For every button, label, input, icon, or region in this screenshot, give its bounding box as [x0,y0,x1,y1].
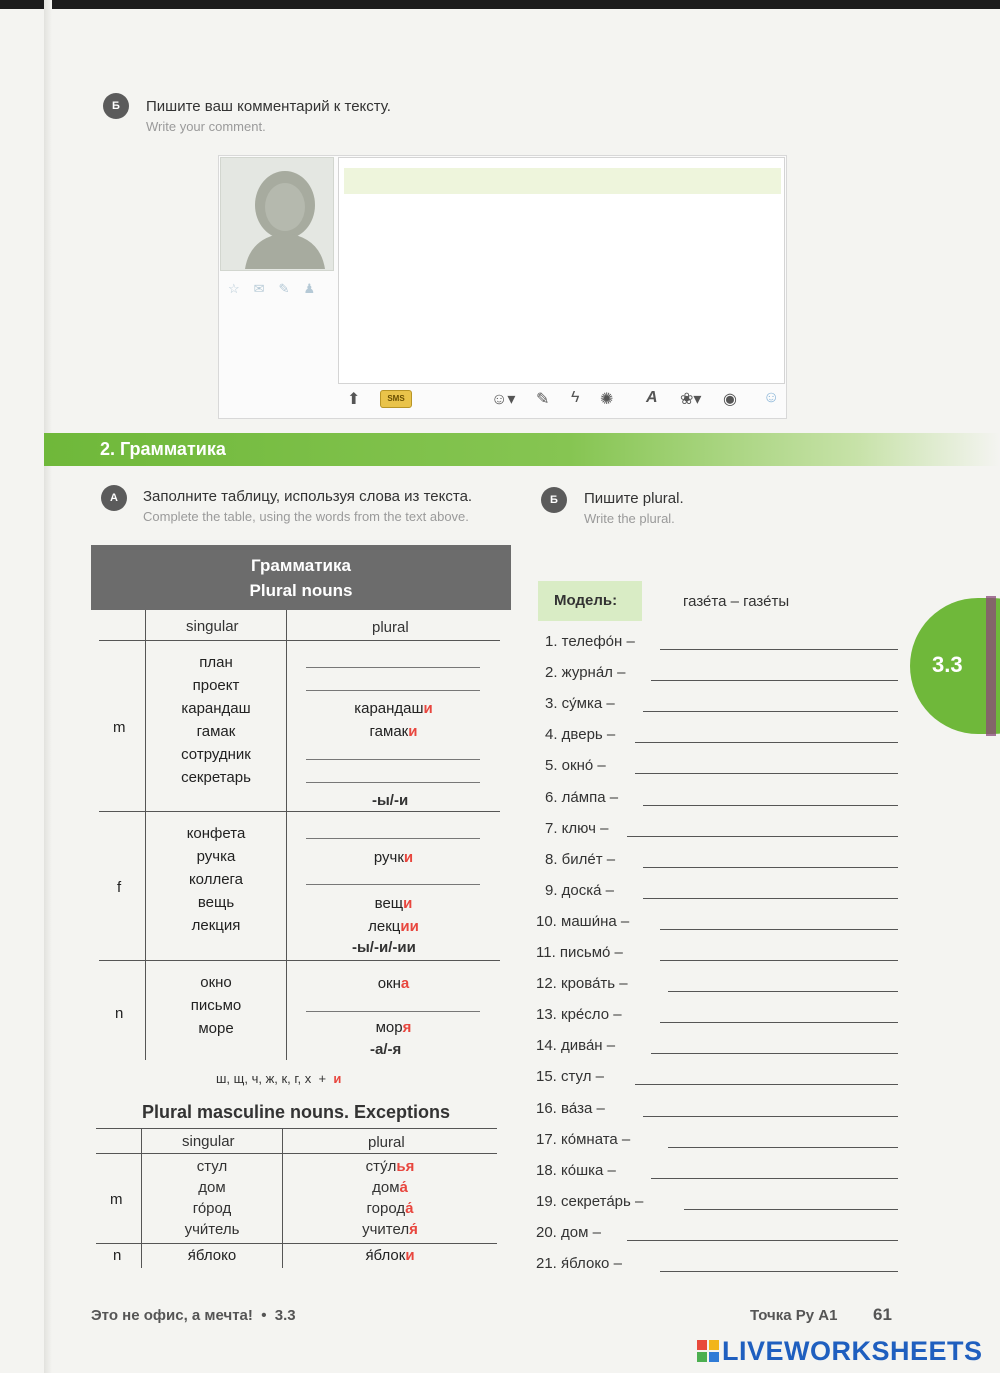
col-header-singular: singular [186,618,239,635]
exercise-answer-line[interactable] [627,1240,898,1241]
plural-veshch [287,892,500,915]
word-sotrudnik: сотрудник [181,746,251,763]
plural-stem: ручк [373,849,404,866]
plural-ending: и [423,700,433,717]
ending-m: -ы/-и [372,792,409,809]
exercise-answer-line[interactable] [660,1271,898,1272]
exceptions-title: Plural masculine nouns. Exceptions [141,1102,451,1122]
exercise-answer-line[interactable] [668,1147,898,1148]
exercise-item: 8. биле́т – [545,851,616,868]
table-divider [99,811,500,812]
rule-text: ш, щ, ч, ж, к, г, х + [216,1071,327,1086]
exercise-answer-line[interactable] [643,867,898,868]
table-divider [96,1128,497,1129]
exercise-answer-line[interactable] [660,649,898,650]
word-proekt: проект [192,677,240,694]
footer-chapter: Это не офис, а мечта! • 3.3 [91,1307,296,1324]
word-okno: окно [200,974,232,991]
plural-more [287,1016,500,1039]
footer-book: Точка Ру А1 [750,1307,838,1324]
exc-gender-m: m [110,1191,123,1208]
plural-ending: а́ [399,1179,408,1196]
word-plan: план [199,654,233,671]
page-edge [44,0,52,1373]
edit-icon[interactable]: ✎ [536,391,550,408]
exercise-answer-line[interactable] [643,1116,898,1117]
top-bar [0,0,1000,9]
exercise-item: 18. ко́шка – [536,1162,616,1179]
plural-ending: и [403,895,413,912]
plural-ending: а [400,975,410,992]
exercise-answer-line[interactable] [660,960,898,961]
exercise-item: 17. ко́мната – [536,1131,631,1148]
answer-blank[interactable] [306,884,480,885]
exercise-answer-line[interactable] [635,773,898,774]
comment-highlight-bar [344,168,781,194]
exercise-item: 14. дива́н – [536,1037,616,1054]
table-divider [99,960,500,961]
side-tab-label: 3.3 [932,652,963,677]
plural-stem: дом [372,1179,400,1196]
exc-singular-list [142,1156,282,1240]
rule-line [216,1071,341,1086]
exc-singular-dom: дом [198,1179,226,1196]
liveworksheets-brand: LIVEWORKSHEETS [722,1336,983,1366]
exc-singular-yabloko: я́блоко [187,1247,237,1264]
gender-label-f: f [117,879,122,896]
comment-instruction-ru: Пишите ваш комментарий к тексту. [146,98,391,115]
word-pismo: письмо [190,997,242,1014]
answer-blank[interactable] [306,1011,480,1012]
flash-icon[interactable]: ϟ [571,389,580,406]
word-kollega: коллега [188,871,244,888]
avatar-silhouette-icon [240,165,330,269]
word-sekretar: секретарь [181,769,251,786]
gift-icon[interactable]: ❀▾ [680,391,702,408]
gender-label-m: m [113,719,126,736]
upload-icon[interactable]: ⬆ [347,391,361,408]
comment-instruction-en: Write your comment. [146,119,266,134]
grammar-title: Грамматика [251,556,351,575]
exc-gender-n: n [113,1247,122,1264]
plural-stem: карандаш [354,700,424,717]
exercise-item: 2. журна́л – [545,664,626,681]
plural-ruchka [287,846,500,869]
exercise-answer-line[interactable] [668,991,898,992]
side-strip [986,596,996,736]
plural-karandash [287,697,500,720]
plural-instruction-ru: Пишите plural. [584,490,684,507]
exercise-answer-line[interactable] [660,929,898,930]
exc-plural-uchitel [283,1219,497,1240]
plural-okno [287,972,500,995]
singular-list-f [146,822,286,937]
exercise-item: 6. ла́мпа – [545,789,619,806]
exc-singular-stul: стул [196,1158,228,1175]
section-badge-b: Б [541,487,567,513]
plural-ending: и [403,849,414,866]
extra-icon[interactable]: ☺ [763,389,780,406]
exercise-item: 11. письмо́ – [536,944,623,961]
exc-plural-dom [283,1177,497,1198]
plural-ending: я [402,1019,412,1036]
smiley-icon[interactable]: ☺▾ [491,391,516,408]
plural-gamak [287,720,500,743]
ending-f: -ы/-и/-ии [352,939,416,956]
exercise-item: 12. крова́ть – [536,975,628,992]
word-karandash: карандаш [181,700,251,717]
exercise-answer-line[interactable] [627,836,898,837]
exercise-answer-line[interactable] [651,680,898,681]
word-veshch: вещь [197,894,235,911]
singular-list-n [146,971,286,1040]
answer-blank[interactable] [306,759,480,760]
plural-ending: ии [400,918,419,935]
model-example: газе́та – газе́ты [683,593,790,610]
section-badge-a: А [101,485,127,511]
banner-title: 2. Грамматика [100,439,226,459]
plural-stem: учител [362,1221,410,1238]
word-more: море [198,1020,234,1037]
plural-lektsiya [287,915,500,938]
exercise-item: 21. я́блоко – [536,1255,622,1272]
answer-blank[interactable] [306,690,480,691]
exc-plural-stul [283,1156,497,1177]
word-gamak: гамак [196,723,236,740]
exercise-answer-line[interactable] [684,1209,898,1210]
exc-col-plural: plural [368,1134,405,1151]
plural-ending: ья [396,1158,415,1175]
exercise-item: 20. дом – [536,1224,601,1241]
exercise-item: 10. маши́на – [536,913,630,930]
exc-plural-gorod [283,1198,497,1219]
word-ruchka: ручка [196,848,236,865]
exc-singular-uchitel: учи́тель [184,1221,240,1238]
grammar-subtitle: Plural nouns [249,581,353,600]
exercise-item: 19. секрета́рь – [536,1193,644,1210]
exc-plural-list [283,1156,497,1240]
exercise-item: 13. кре́сло – [536,1006,622,1023]
exercise-answer-line[interactable] [643,898,898,899]
plural-stem: я́блок [365,1247,406,1264]
plural-stem: город [366,1200,406,1217]
exercise-item: 7. ключ – [545,820,609,837]
col-header-plural: plural [372,619,409,636]
plural-instruction-en: Write the plural. [584,511,675,526]
word-lektsiya: лекция [191,917,241,934]
exc-singular-gorod: го́род [192,1200,232,1217]
plural-stem: мор [375,1019,403,1036]
exercise-answer-line[interactable] [643,711,898,712]
font-icon[interactable]: A [646,389,658,406]
table-divider [96,1153,497,1154]
section-badge-b-top: Б [103,93,129,119]
sms-icon[interactable]: SMS [380,390,412,408]
word-konfeta: конфета [186,825,246,842]
exercise-answer-line[interactable] [660,1022,898,1023]
exercise-answer-line[interactable] [651,1178,898,1179]
exercise-item: 5. окно́ – [545,757,606,774]
page-number: 61 [873,1305,892,1324]
answer-blank[interactable] [306,782,480,783]
ending-n: -а/-я [370,1041,402,1058]
exercise-answer-line[interactable] [643,805,898,806]
table-instruction-en: Complete the table, using the words from the text above. [143,509,469,524]
rule-ending: и [333,1071,342,1086]
plural-stem: гамак [369,723,409,740]
plural-stem: окн [377,975,401,992]
plural-ending: а́ [405,1200,414,1217]
exc-plural-yabloko [283,1244,497,1267]
plural-stem: лекц [368,918,401,935]
table-divider [99,640,500,641]
exc-col-singular: singular [182,1133,235,1150]
exercise-answer-line[interactable] [635,1084,898,1085]
answer-blank[interactable] [306,667,480,668]
model-label: Модель: [538,581,642,621]
plural-ending: я́ [409,1221,418,1238]
plural-stem: сту́л [365,1158,397,1175]
exercise-item: 1. телефо́н – [545,633,635,650]
liveworksheets-logo-icon [697,1340,719,1362]
plural-ending: и [405,1247,415,1264]
plural-ending: и [408,723,418,740]
exercise-answer-line[interactable] [651,1053,898,1054]
answer-blank[interactable] [306,838,480,839]
singular-list-m [146,651,286,789]
table-instruction-ru: Заполните таблицу, используя слова из текста. [143,488,473,505]
exercise-item: 9. доска́ – [545,882,615,899]
fire-icon[interactable]: ✺ [600,391,614,408]
exercise-item: 4. дверь – [545,726,616,743]
avatar-actions: ☆✉✎♟ [228,281,330,296]
gender-label-n: n [115,1005,124,1022]
exercise-answer-line[interactable] [635,742,898,743]
exercise-item: 3. су́мка – [545,695,615,712]
exercise-item: 16. ва́за – [536,1100,605,1117]
skype-icon[interactable]: ◉ [723,391,737,408]
plural-stem: вещ [374,895,404,912]
grammar-table-header [91,545,511,610]
exercise-item: 15. стул – [536,1068,604,1085]
